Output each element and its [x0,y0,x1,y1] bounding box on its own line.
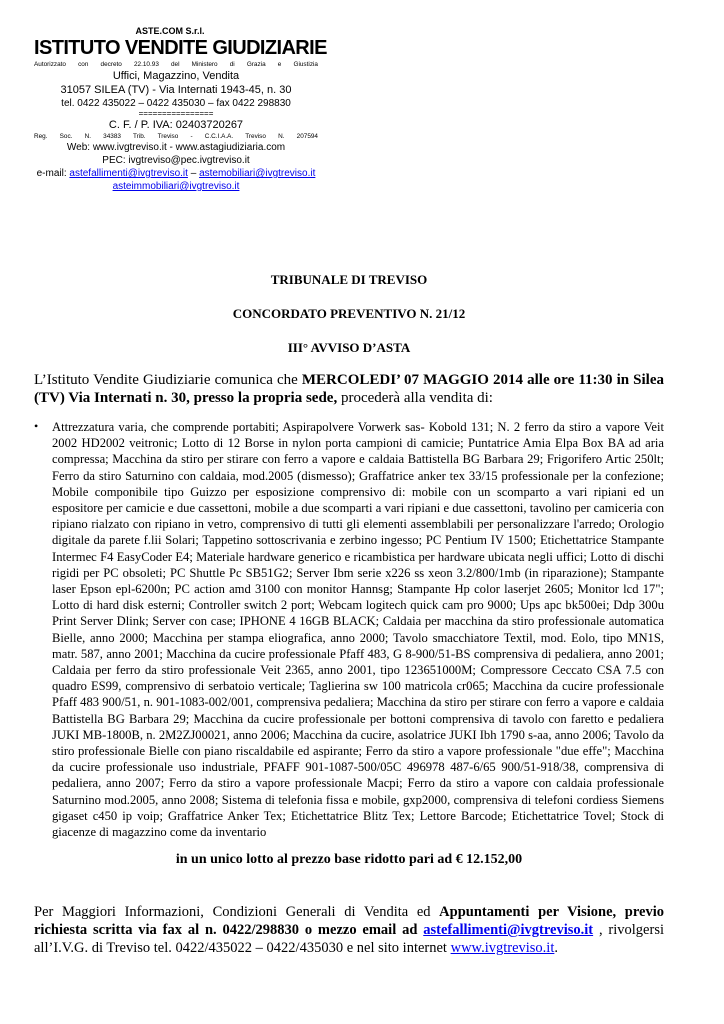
website-link[interactable]: www.ivgtreviso.it [450,940,555,956]
email-separator: – [187,168,200,179]
company-name: ASTE.COM S.r.l. [135,26,205,36]
contact-bold-text: Appuntamenti per Visione, previo richiesta scritta via fax al n. 0422/298830 o mezzo email ad [34,904,664,938]
procedure-title: CONCORDATO PREVENTIVO N. 21/12 [232,306,466,321]
contact-email-link[interactable]: astefallimenti@ivgtreviso.it [423,922,594,938]
email-link-fallimenti[interactable]: astefallimenti@ivgtreviso.it [69,168,188,179]
authorization-line: Autorizzato con decreto 22.10.93 del Ministero di Grazia e Giustizia [34,61,318,68]
intro-text: L’Istituto Vendite Giudiziarie comunica che [34,372,302,388]
lot-description: Attrezzatura varia, che comprende portabiti; Aspirapolvere Vorwerk sas- Kobold 131; N. 2 ferro da stiro a vapore Veit 2002 HD2002 veitronic; Lotto di 12 Borse in nylon porta campioni di camicie; Puntatrice Amia Elpa Box BA ad aria compressa; Macchina da stiro per stirare con ferro a vapore e caldaia Battistella BG Barbara 29; Frigorifero Artic 250lt; Ferro da stiro Saturnino con caldaia, mod.2005 (dismesso); Graffatrice anker tex 33/15 professionale per la confezione; Mobile componibile tipo Guizzo per esposizione comprensivo di: mobile con un scomparto a vari ripiani ed un espositore per camicie e due cassettoni, mobile a due scomparti a vari ripiani e due cassettoni, tavolino per camiceria con ripiano rialzato con ripiano in vetro, comprensivo di tutti gli elementi assemblabili per personalizzare l'arredo; Orologio digitale da parete f.lii Solari; Tappetino sottoscrivania e zerbino ingesso; PC Pentium IV 1500; Etichettatrice Stampante Intermec F4 EasyCoder E4; Materiale hardware generico e ricambistica per hardware ubicata negli uffici; Lotto di dischi rigidi per PC obsoleti; PC Shuttle Pc SB51G2; Server Ibm serie x226 ss xeon 3.2/800/1mb (in riparazione); Stampante laser Epson epl-6200n; PC action amd 3100 con monitor Hannsg; Stampante Hp color laserjet 2605; Monitor lcd 17"; Lotto di hard disk esterni; Controller switch 2 port; Webcam logitech quick cam pro 9000; Ups apc bk500ei; Ddp 300u Print Server Dlink; Server con case; IPHONE 4 16GB BLACK; Caldaia per macchina da stiro professionale automatica Bielle, anno 2000; Macchina per stampa eliografica, anno 2000; Tavolo smacchiatore Textil, mod. Eolo, tipo MN1S, matr. 587, anno 2001; Macchina da cucire professionale Pfaff 483, G 8-900/51-BS comprensiva di pedaliera, anno 2001; Caldaia per ferro da stiro professionale Veit 2365, anno 2001, tipo 123651000M; Compressore Ceccato CSA 7.5 con quadro ES99, comprensivo di serbatoio verticale; Taglierina sw 100 matricola cr065; Macchina da cucire professionale Pfaff 483 900/51, n. 901-1083-002/001, comprensiva pedaliera; Macchina da stiro per stirare con ferro a vapore e caldaia Battistella BG Barbara 29; Macchina da cucire professionale per bottoni comprensiva di tavolo con faretto e pedaliera JUKI MB-1800B, n. 2M2ZJ00021, anno 2006; Macchina da cucire, asolatrice JUKI Ibh 1790 s-aa, anno 2006; Tavolo da stiro professionale Bielle con piano riscaldabile ed aspirante; Ferro da stiro a vapore professionale "due effe"; Macchina da cucire professionale uso industriale, PFAFF 901-1087-500/05C 496978 487-6/65 900/51-918/38, comprensiva di pedaliera, anno 2007; Ferro da stiro a vapore professionale Macpi; Ferro da stiro a vapore con caldaia professionale Saturnino mod.2005, anno 2008; Sistema di telefonia fissa e mobile, gxp2000, comprensiva di telefoni cordiess Siemens gigaset c450 ip voip; Graffatrice Anker Tex; Etichettatrice Blitz Tex; Lettore Barcode; Etichettatrice Tovel; Stock di giacenze di magazzino come da inventario [52,420,664,840]
contact-text-2: , rivolgersi all’I.V.G. di Treviso tel. 0422/435022 – 0422/435030 e nel sito internet [34,922,664,956]
email-line-2 [34,180,318,193]
auction-date-location: MERCOLEDI’ 07 MAGGIO 2014 alle ore 11:30 in Silea (TV) Via Internati n. 30, presso la propria sede, [34,372,665,406]
address-line: 31057 SILEA (TV) - Via Internati 1943-45, n. 30 [60,84,292,96]
contact-paragraph [34,903,664,957]
notice-title: III° AVVISO D’ASTA [287,340,411,355]
contact-end: . [554,940,558,956]
offices-line: Uffici, Magazzino, Vendita [112,70,240,82]
phones-line: tel. 0422 435022 – 0422 435030 – fax 0422 298830 [61,98,291,109]
web-line: Web: www.ivgtreviso.it - www.astagiudiziaria.com [66,142,286,153]
institute-name: ISTITUTO VENDITE GIUDIZIARIE [34,37,327,59]
registry-line: Reg. Soc. N. 34383 Trib. Treviso - C.C.I.A.A. Treviso N. 207594 [34,133,318,140]
base-price: in un unico lotto al prezzo base ridotto pari ad € 12.152,00 [175,852,523,867]
bullet-icon: • [34,419,39,433]
letterhead [34,26,327,193]
email-link-immobiliari[interactable]: asteimmobiliari@ivgtreviso.it [112,181,240,192]
email-label: e-mail: [36,168,70,179]
intro-paragraph [34,371,664,407]
contact-text: Per Maggiori Informazioni, Condizioni Generali di Vendita ed [34,904,440,920]
separator-line: ================ [138,109,214,118]
email-line [34,167,318,180]
pec-line: PEC: ivgtreviso@pec.ivgtreviso.it [102,155,250,166]
intro-text-end: procederà alla vendita di: [337,390,493,406]
court-title: TRIBUNALE DI TREVISO [270,272,428,287]
vat-line: C. F. / P. IVA: 02403720267 [108,119,244,131]
email-link-mobiliari[interactable]: astemobiliari@ivgtreviso.it [199,168,316,179]
